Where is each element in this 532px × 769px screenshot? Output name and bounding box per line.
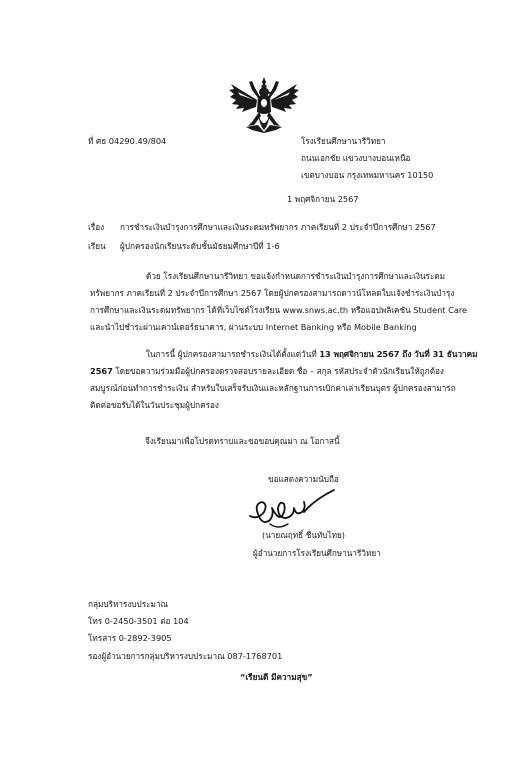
contact-phone: โทร 0-2450-3501 ต่อ 104 — [88, 616, 189, 626]
school-motto: “เรียนดี มีความสุข” — [240, 672, 313, 682]
subject-text: การชำระเงินบำรุงการศึกษาและเงินระดมทรัพยากร ภาคเรียนที่ 2 ประจำปีการศึกษา 2567 — [120, 222, 436, 232]
contact-department: กลุ่มบริหารงบประมาณ — [88, 599, 169, 609]
subject-label: เรื่อง — [88, 222, 105, 232]
payment-intro-text: ในการนี้ ผู้ปกครองสามารถชำระเงินได้ตั้งแต่วันที่ — [146, 349, 320, 359]
pickup-text: ติดต่อขอรับได้ในวันประชุมผู้ปกครอง — [90, 400, 219, 410]
paragraph-1-line: การศึกษาและเงินระดมทรัพยากร ได้ที่เว็บไซต์โรงเรียน www.snws.ac.th หรือแอปพลิเคชัน Student Care — [90, 305, 468, 315]
garuda-emblem-icon — [228, 76, 300, 134]
signatory-position: ผู้อำนวยการโรงเรียนศึกษานารีวิทยา — [253, 548, 381, 558]
signatory-name: (นายณฤทธิ์ ชื่นทับไทย) — [262, 530, 345, 540]
contact-deputy: รองผู้อำนวยการกลุ่มบริหารงบประมาณ 087-1768701 — [88, 651, 283, 661]
verification-text: โดยขอความร่วมมือผู้ปกครองตรวจสอบรายละเอียด ชื่อ – สกุล รหัสประจำตัวนักเรียนให้ถูกต้อง — [112, 366, 444, 376]
contact-fax: โทรสาร 0-2892-3905 — [88, 633, 172, 643]
reference-number: ที่ ศธ 04290.49/804 — [88, 136, 167, 146]
payment-period-start: 13 พฤศจิกายน 2567 ถึง วันที่ 31 ธันวาคม — [319, 349, 478, 359]
handwritten-signature-icon — [244, 486, 336, 534]
recipient-label: เรียน — [88, 241, 106, 251]
school-street-address: ถนนเอกชัย แขวงบางบอนเหนือ — [301, 153, 411, 163]
body-paragraph-2 — [90, 346, 490, 414]
paragraph-1-line: ทรัพยากร ภาคเรียนที่ 2 ประจำปีการศึกษา 2567 โดยผู้ปกครองสามารถดาวน์โหลดใบแจ้งชำระเงินบำรุง — [90, 288, 455, 298]
school-district-address: เขตบางบอน กรุงเทพมหานคร 10150 — [301, 170, 434, 180]
closing-request: จึงเรียนมาเพื่อโปรดทราบและขอขอบคุณมา ณ โอกาสนี้ — [145, 436, 340, 446]
payment-period-year: 2567 — [90, 366, 113, 376]
school-name-address: โรงเรียนศึกษานารีวิทยา — [301, 136, 386, 146]
regards-text: ขอแสดงความนับถือ — [268, 474, 339, 484]
paragraph-1-line: ด้วย โรงเรียนศึกษานารีวิทยา ขอแจ้งกำหนดการชำระเงินบำรุงการศึกษาและเงินระดม — [146, 271, 446, 281]
recipient-text: ผู้ปกครองนักเรียนระดับชั้นมัธยมศึกษาปีที่ 1-6 — [120, 241, 280, 251]
letter-date: 1 พฤศจิกายน 2567 — [287, 194, 359, 204]
paragraph-1-line: และนำไปชำระผ่านเคาน์เตอร์ธนาคาร, ผ่านระบบ Internet Banking หรือ Mobile Banking — [90, 322, 417, 332]
body-paragraph-1 — [90, 268, 490, 336]
receipt-text: สมบูรณ์ก่อนทำการชำระเงิน สำหรับใบเสร็จรับเงินและหลักฐานการเบิกค่าเล่าเรียนบุตร ผู้ปกครองสามารถ — [90, 383, 456, 393]
